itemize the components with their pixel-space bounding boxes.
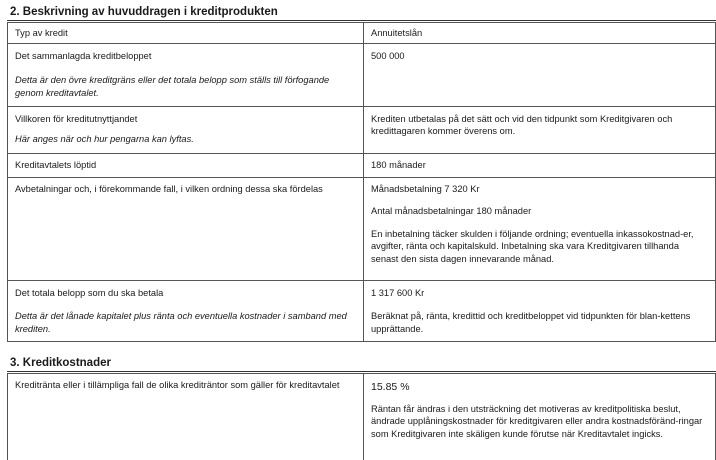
total-credit-cell bbox=[8, 43, 364, 106]
term-value: 180 månader bbox=[364, 153, 716, 177]
credit-type-label: Typ av kredit bbox=[8, 23, 364, 44]
total-amount-value-cell bbox=[364, 280, 716, 341]
total-credit-note: Detta är den övre kreditgräns eller det totala belopp som ställs till förfogande genom kreditavtalet. bbox=[15, 75, 330, 98]
table-row bbox=[8, 374, 716, 460]
interest-rate-change-text: Räntan får ändras i den utsträckning det motiveras av kreditpolitiska beslut, ändrade upplåningskostnader för kreditgivaren eller andra kostnadsföränd-ringar som Kreditgivaren inte skäligen kunde förutse när Kreditavtalet ingicks. bbox=[371, 403, 703, 439]
term-label: Kreditavtalets löptid bbox=[8, 153, 364, 177]
total-amount-cell bbox=[8, 280, 364, 341]
section-3-table bbox=[7, 373, 716, 460]
section-2-title: 2. Beskrivning av huvuddragen i kreditprodukten bbox=[7, 5, 716, 21]
payment-order-text: En inbetalning täcker skulden i följande ordning; eventuella inkassokostnad-er, avgifter, ränta och kapitalskuld. Inbetalning ska vara Kreditgivaren tillhanda senast den sista dagen innevarande månad. bbox=[371, 228, 694, 264]
interest-rate-cell bbox=[364, 374, 716, 460]
table-row bbox=[8, 106, 716, 153]
section-3-title: 3. Kreditkostnader bbox=[7, 356, 716, 372]
credit-conditions-note: Här anges när och hur pengarna kan lyftas. bbox=[15, 134, 194, 144]
total-amount-value: 1 317 600 Kr bbox=[371, 287, 425, 298]
total-credit-value: 500 000 bbox=[364, 43, 716, 106]
credit-conditions-cell bbox=[8, 106, 364, 153]
section-2-table bbox=[7, 22, 716, 342]
installments-label: Avbetalningar och, i förekommande fall, i vilken ordning dessa ska fördelas bbox=[8, 177, 364, 280]
interest-rate-value: 15.85 % bbox=[371, 381, 410, 393]
credit-conditions-value: Krediten utbetalas på det sätt och vid den tidpunkt som Kreditgivaren och kredittagaren kommer överens om. bbox=[364, 106, 716, 153]
installments-cell bbox=[364, 177, 716, 280]
total-amount-label: Det totala belopp som du ska betala bbox=[15, 287, 164, 298]
total-amount-note: Detta är det lånade kapitalet plus ränta och eventuella kostnader i samband med krediten. bbox=[15, 311, 347, 334]
table-row bbox=[8, 153, 716, 177]
table-row bbox=[8, 23, 716, 44]
total-amount-explanation: Beräknat på, ränta, kredittid och kreditbeloppet vid tidpunkten för blan-kettens upprättande. bbox=[371, 311, 691, 334]
table-row bbox=[8, 177, 716, 280]
credit-type-value: Annuitetslån bbox=[364, 23, 716, 44]
interest-rate-label: Kreditränta eller i tillämpliga fall de olika krediträntor som gäller för kreditavtalet bbox=[8, 374, 364, 460]
total-credit-label: Det sammanlagda kreditbeloppet bbox=[15, 50, 152, 61]
number-of-payments: Antal månadsbetalningar 180 månader bbox=[371, 206, 532, 216]
credit-conditions-label: Villkoren för kreditutnyttjandet bbox=[15, 113, 138, 124]
table-row bbox=[8, 280, 716, 341]
table-row bbox=[8, 43, 716, 106]
monthly-payment: Månadsbetalning 7 320 Kr bbox=[371, 183, 480, 194]
